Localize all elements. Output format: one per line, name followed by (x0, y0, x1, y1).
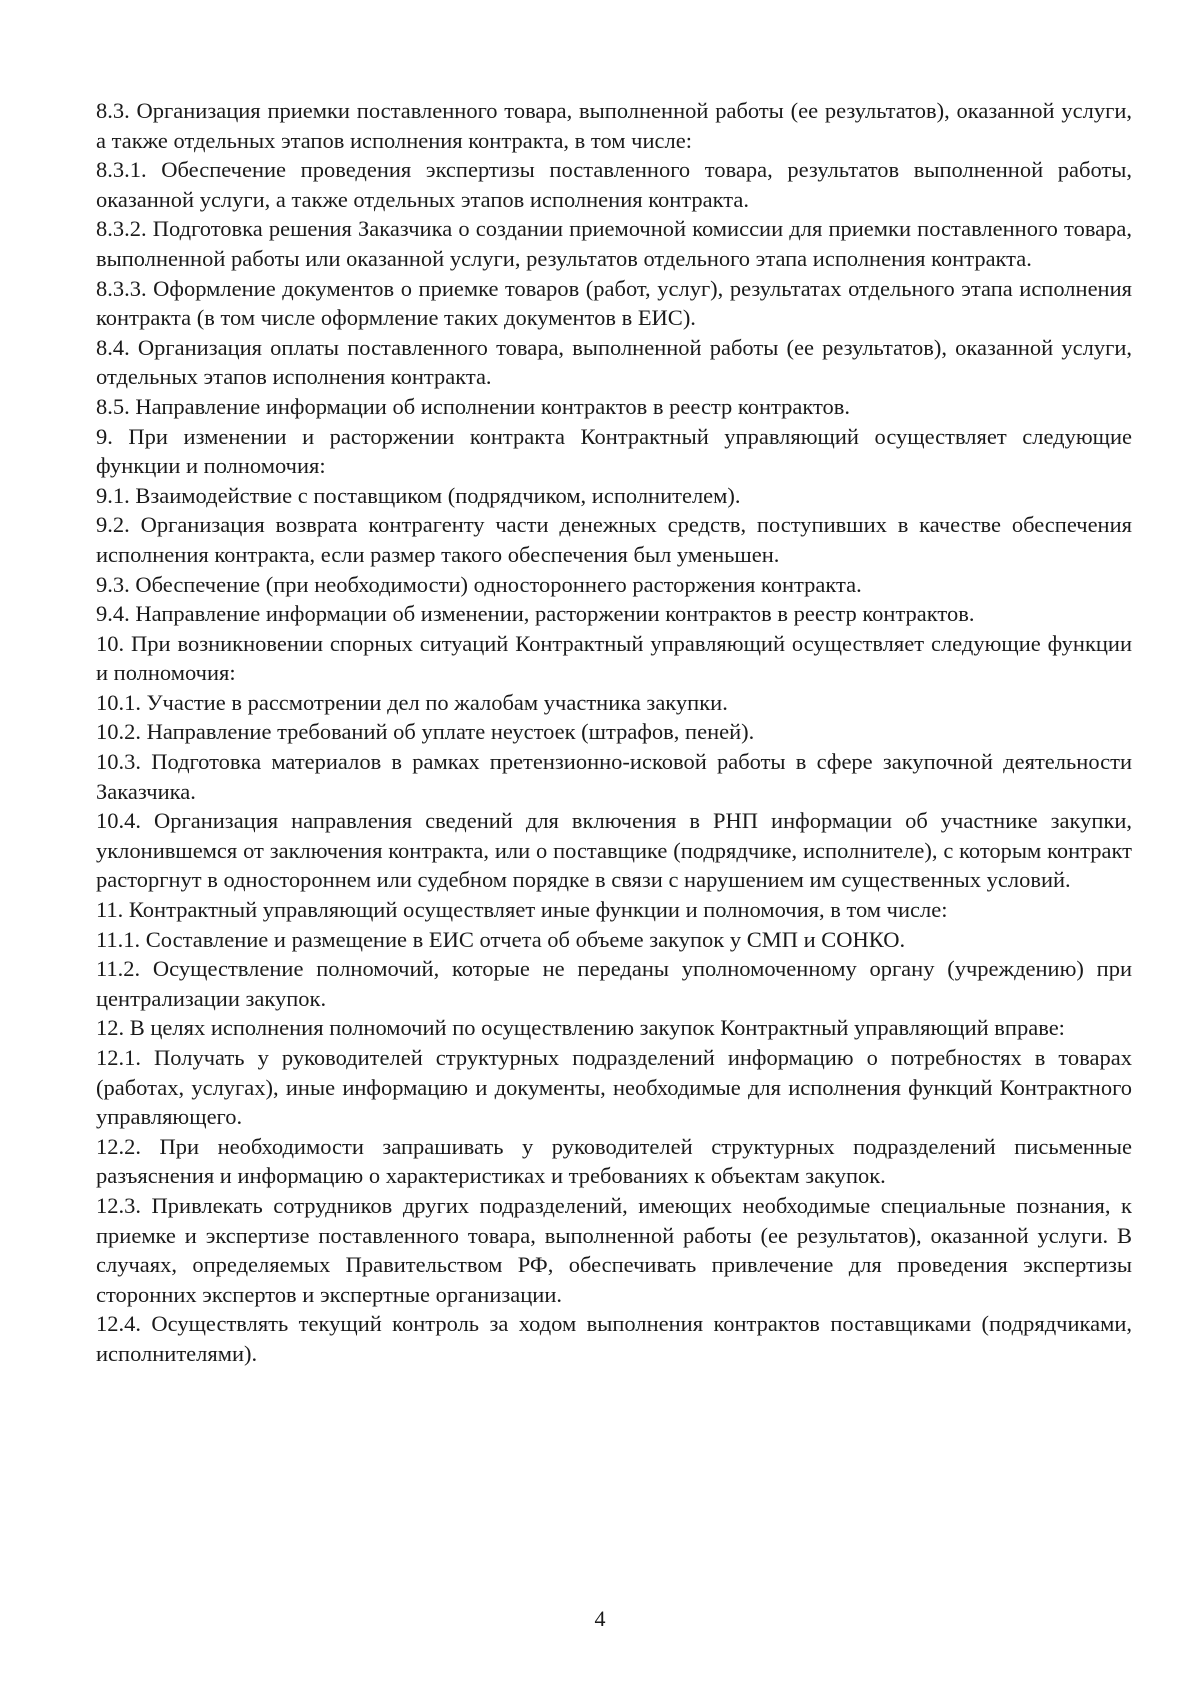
paragraph-11-1: 11.1. Составление и размещение в ЕИС отчета об объеме закупок у СМП и СОНКО. (96, 926, 906, 952)
paragraph-10-3: 10.3. Подготовка материалов в рамках претензионно-исковой работы в сфере закупочной деятельности Заказчика. (96, 749, 1132, 804)
paragraph-9-1: 9.1. Взаимодействие с поставщиком (подрядчиком, исполнителем). (96, 482, 741, 508)
paragraph-8-3-1: 8.3.1. Обеспечение проведения экспертизы поставленного товара, результатов выполненной работы, оказанной услуги, а также отдельных этапов исполнения контракта. (96, 157, 1132, 212)
paragraph-8-3-3: 8.3.3. Оформление документов о приемке товаров (работ, услуг), результатах отдельного этапа исполнения контракта (в том числе оформление таких документов в ЕИС). (96, 275, 1132, 331)
page-number: 4 (594, 1606, 606, 1631)
paragraph-12-3: 12.3. Привлекать сотрудников других подразделений, имеющих необходимые специальные познания, к приемке и экспертизе поставленного товара, выполненной работы (ее результатов), оказанной услуги. В случаях, определяемых Правительством РФ, обеспечивать привлечение для проведения экспертизы сторонних экспертов и экспертные организации. (96, 1192, 1132, 1307)
paragraph-10-4: 10.4. Организация направления сведений для включения в РНП информации об участнике закупки, уклонившемся от заключения контракта, или о поставщике (подрядчике, исполнителе), с которым контракт расторгнут в одностороннем или судебном порядке в связи с нарушением им существенных условий. (96, 808, 1132, 893)
paragraph-12-1: 12.1. Получать у руководителей структурных подразделений информацию о потребностях в товарах (работах, услугах), иные информацию и документы, необходимые для исполнения функций Контрактного управляющего. (96, 1045, 1132, 1130)
paragraph-10-1: 10.1. Участие в рассмотрении дел по жалобам участника закупки. (96, 689, 728, 715)
paragraph-10: 10. При возникновении спорных ситуаций Контрактный управляющий осуществляет следующие функции и полномочия: (96, 630, 1132, 686)
paragraph-8-3-2: 8.3.2. Подготовка решения Заказчика о создании приемочной комиссии для приемки поставленного товара, выполненной работы или оказанной услуги, результатов отдельного этапа исполнения контракта. (96, 216, 1132, 271)
paragraph-8-5: 8.5. Направление информации об исполнении контрактов в реестр контрактов. (96, 393, 851, 419)
document-body (96, 96, 1132, 1369)
paragraph-9-2: 9.2. Организация возврата контрагенту части денежных средств, поступивших в качестве обеспечения исполнения контракта, если размер такого обеспечения был уменьшен. (96, 512, 1132, 567)
paragraph-8-4: 8.4. Организация оплаты поставленного товара, выполненной работы (ее результатов), оказанной услуги, отдельных этапов исполнения контракта. (96, 334, 1132, 390)
paragraph-12: 12. В целях исполнения полномочий по осуществлению закупок Контрактный управляющий вправе: (96, 1015, 1065, 1041)
paragraph-8-3: 8.3. Организация приемки поставленного товара, выполненной работы (ее результатов), оказанной услуги, а также отдельных этапов исполнения контракта, в том числе: (96, 98, 1132, 153)
paragraph-10-2: 10.2. Направление требований об уплате неустоек (штрафов, пеней). (96, 719, 755, 745)
paragraph-11: 11. Контрактный управляющий осуществляет иные функции и полномочия, в том числе: (96, 897, 948, 923)
paragraph-9-4: 9.4. Направление информации об изменении, расторжении контрактов в реестр контрактов. (96, 601, 975, 627)
paragraph-12-2: 12.2. При необходимости запрашивать у руководителей структурных подразделений письменные разъяснения и информацию о характеристиках и требованиях к объектам закупок. (96, 1133, 1132, 1189)
paragraph-12-4: 12.4. Осуществлять текущий контроль за ходом выполнения контрактов поставщиками (подрядчиками, исполнителями). (96, 1311, 1132, 1366)
paragraph-11-2: 11.2. Осуществление полномочий, которые не переданы уполномоченному органу (учреждению) при централизации закупок. (96, 956, 1132, 1011)
paragraph-9-3: 9.3. Обеспечение (при необходимости) одностороннего расторжения контракта. (96, 571, 862, 597)
paragraph-9: 9. При изменении и расторжении контракта Контрактный управляющий осуществляет следующие функции и полномочия: (96, 423, 1132, 479)
